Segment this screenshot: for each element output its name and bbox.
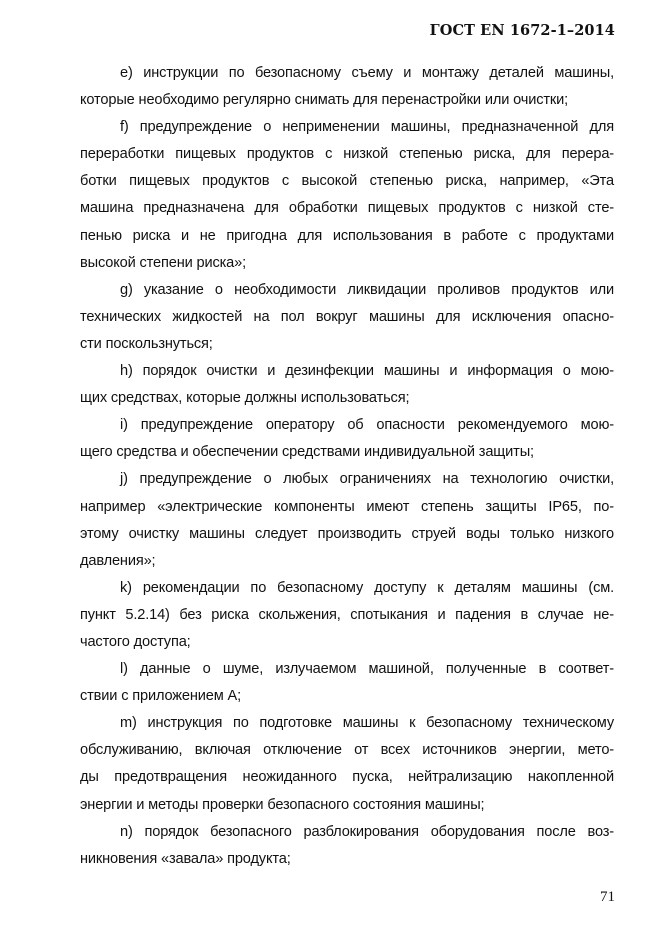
- text-line: m) инструкция по подготовке машины к безопасному техническому: [120, 715, 614, 732]
- text-line: частого доступа;: [80, 633, 191, 650]
- text-line: сти поскользнуться;: [80, 335, 213, 352]
- text-line: h) порядок очистки и дезинфекции машины и информация о мою-: [120, 363, 614, 380]
- page-header-standard: ГОСТ EN 1672-1–2014: [429, 22, 615, 39]
- page-number: 71: [600, 889, 615, 905]
- text-line: технических жидкостей на пол вокруг машины для исключения опасно-: [80, 308, 614, 325]
- text-line: например «электрические компоненты имеют степень защиты IP65, по-: [80, 498, 614, 515]
- text-line: j) предупреждение о любых ограничениях на технологию очистки,: [120, 471, 614, 488]
- list-item: [80, 656, 614, 710]
- text-line: f) предупреждение о неприменении машины, предназначенной для: [120, 119, 614, 136]
- text-line: щего средства и обеспечении средствами индивидуальной защиты;: [80, 444, 534, 461]
- text-line: никновения «завала» продукта;: [80, 850, 291, 867]
- text-line: ды предотвращения неожиданного пуска, нейтрализацию накопленной: [80, 769, 614, 786]
- list-item: [80, 358, 614, 412]
- list-item: [80, 819, 614, 873]
- text-line: пенью риска и не пригодна для использования в работе с продуктами: [80, 227, 614, 244]
- text-line: переработки пищевых продуктов с низкой степенью риска, для перера-: [80, 146, 614, 163]
- text-line: g) указание о необходимости ликвидации проливов продуктов или: [120, 281, 614, 298]
- text-line: i) предупреждение оператору об опасности рекомендуемого мою-: [120, 417, 614, 434]
- text-line: k) рекомендации по безопасному доступу к деталям машины (см.: [120, 579, 614, 596]
- text-line: e) инструкции по безопасному съему и монтажу деталей машины,: [120, 65, 614, 81]
- list-item: [80, 114, 614, 277]
- list-item: [80, 466, 614, 574]
- text-line: высокой степени риска»;: [80, 254, 247, 271]
- text-line: давления»;: [80, 552, 156, 569]
- text-line: которые необходимо регулярно снимать для перенастройки или очистки;: [80, 92, 569, 109]
- text-line: ствии с приложением А;: [80, 688, 242, 705]
- text-line: обслуживанию, включая отключение от всех источников энергии, мето-: [80, 742, 614, 759]
- document-body: [80, 60, 614, 873]
- list-item: [80, 575, 614, 656]
- text-line: ботки пищевых продуктов с высокой степенью риска, например, «Эта: [80, 173, 614, 190]
- text-line: щих средствах, которые должны использоваться;: [80, 390, 410, 407]
- list-item: [80, 277, 614, 358]
- text-line: энергии и методы проверки безопасного состояния машины;: [80, 796, 485, 813]
- text-line: пункт 5.2.14) без риска скольжения, спотыкания и падения в случае не-: [80, 606, 614, 623]
- text-line: l) данные о шуме, излучаемом машиной, полученные в соответ-: [120, 661, 614, 678]
- list-item: [80, 710, 614, 818]
- text-line: n) порядок безопасного разблокирования оборудования после воз-: [120, 823, 614, 840]
- list-item: [80, 60, 614, 114]
- text-line: этому очистку машины следует производить струей воды только низкого: [80, 525, 614, 542]
- list-item: [80, 412, 614, 466]
- text-line: машина предназначена для обработки пищевых продуктов с низкой сте-: [80, 200, 614, 217]
